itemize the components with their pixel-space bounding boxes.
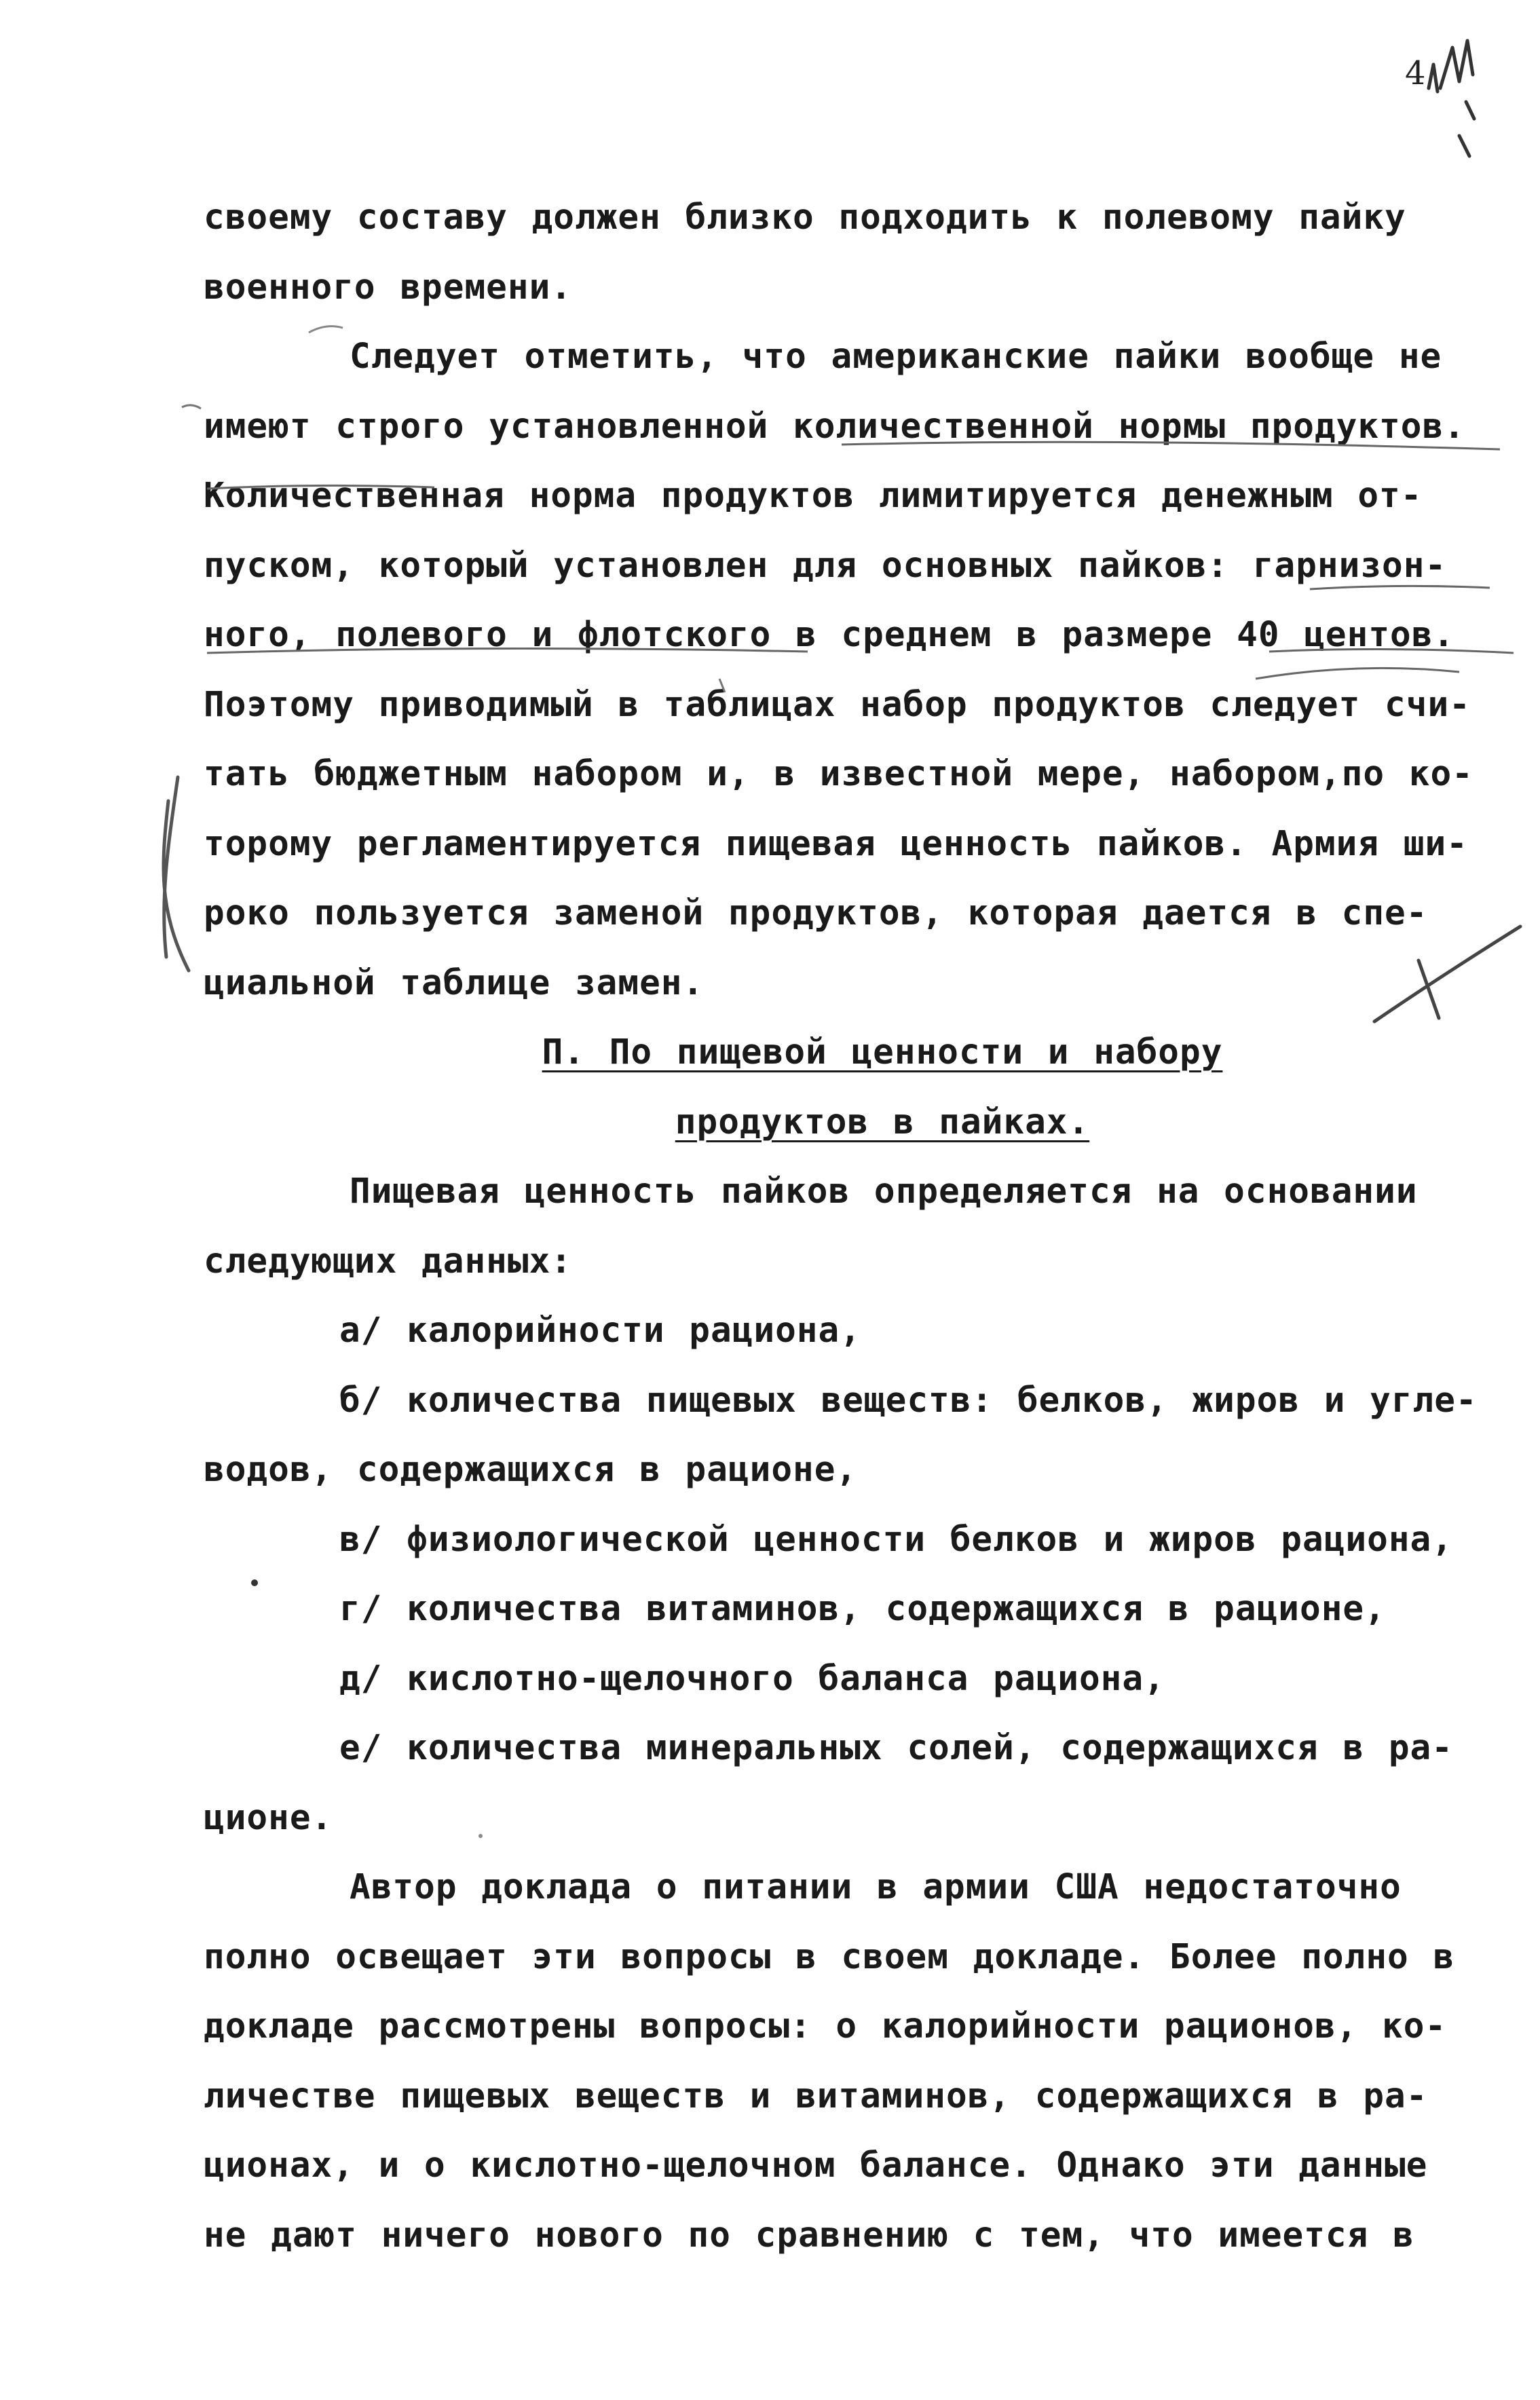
- pencil-underline: [842, 442, 1500, 449]
- text-line: циальной таблице замен.: [204, 962, 705, 1003]
- margin-tick-mark: [309, 326, 343, 333]
- list-item: д/ кислотно-щелочного баланса рациона,: [339, 1658, 1165, 1699]
- list-item: г/ количества витаминов, содержащихся в рационе,: [339, 1589, 1386, 1629]
- text-line: имеют строго установленной количественной нормы продуктов.: [204, 406, 1465, 447]
- ink-dot: [251, 1579, 258, 1586]
- text-line: докладе рассмотрены вопросы: о калорийности рационов, ко-: [204, 2006, 1447, 2046]
- list-item: е/ количества минеральных солей, содержащихся в ра-: [339, 1728, 1453, 1768]
- text-line: личестве пищевых веществ и витаминов, содержащихся в ра-: [204, 2076, 1428, 2116]
- typed-page-number: 4: [1405, 54, 1426, 92]
- text-line: Пищевая ценность пайков определяется на основании: [350, 1171, 1418, 1212]
- ink-dot: [478, 1834, 483, 1838]
- margin-dash-mark: [182, 405, 201, 409]
- text-line: пуском, который установлен для основных пайков: гарнизон-: [204, 545, 1447, 586]
- text-line: Поэтому приводимый в таблицах набор продуктов следует счи-: [204, 684, 1471, 725]
- list-item: б/ количества пищевых веществ: белков, жиров и угле-: [339, 1380, 1478, 1421]
- pencil-stroke: [719, 679, 725, 692]
- text-line: ного, полевого и флотского в среднем в размере 40 центов.: [204, 615, 1455, 655]
- list-item: а/ калорийности рациона,: [339, 1311, 861, 1351]
- text-line: ционе.: [204, 1797, 333, 1838]
- heading-line: продуктов в пайках.: [675, 1102, 1090, 1142]
- text-line: водов, содержащихся в рационе,: [204, 1450, 858, 1490]
- text-line: тать бюджетным набором и, в известной мере, набором,по ко-: [204, 754, 1473, 794]
- text-line: следующих данных:: [204, 1241, 572, 1281]
- margin-bracket-mark: [164, 777, 189, 971]
- cross-mark: [1374, 926, 1520, 1021]
- text-line: ционах, и о кислотно-щелочном балансе. Однако эти данные: [204, 2145, 1428, 2186]
- text-line: полно освещает эти вопросы в своем докладе. Более полно в: [204, 1936, 1455, 1977]
- pencil-underline: [1269, 649, 1514, 653]
- pencil-underline: [207, 586, 1490, 653]
- list-item: в/ физиологической ценности белков и жиров рациона,: [339, 1519, 1453, 1560]
- text-line: торому регламентируется пищевая ценность пайков. Армия ши-: [204, 823, 1468, 864]
- text-line: Количественная норма продуктов лимитируется денежным от-: [204, 476, 1423, 516]
- text-line: роко пользуется заменой продуктов, которая дается в спе-: [204, 893, 1428, 933]
- text-line: военного времени.: [204, 267, 572, 307]
- pencil-underline: [207, 485, 434, 489]
- text-line: не дают ничего нового по сравнению с тем, что имеется в: [204, 2215, 1414, 2255]
- text-line: Следует отметить, что американские пайки вообще не: [350, 337, 1442, 377]
- pencil-underline: [1256, 668, 1459, 679]
- text-line: своему составу должен близко подходить к полевому пайку: [204, 198, 1406, 238]
- handwritten-page-number-mark: [1429, 41, 1474, 156]
- heading-line: П. По пищевой ценности и набору: [542, 1032, 1223, 1072]
- text-line: Автор доклада о питании в армии США недостаточно: [350, 1867, 1402, 1907]
